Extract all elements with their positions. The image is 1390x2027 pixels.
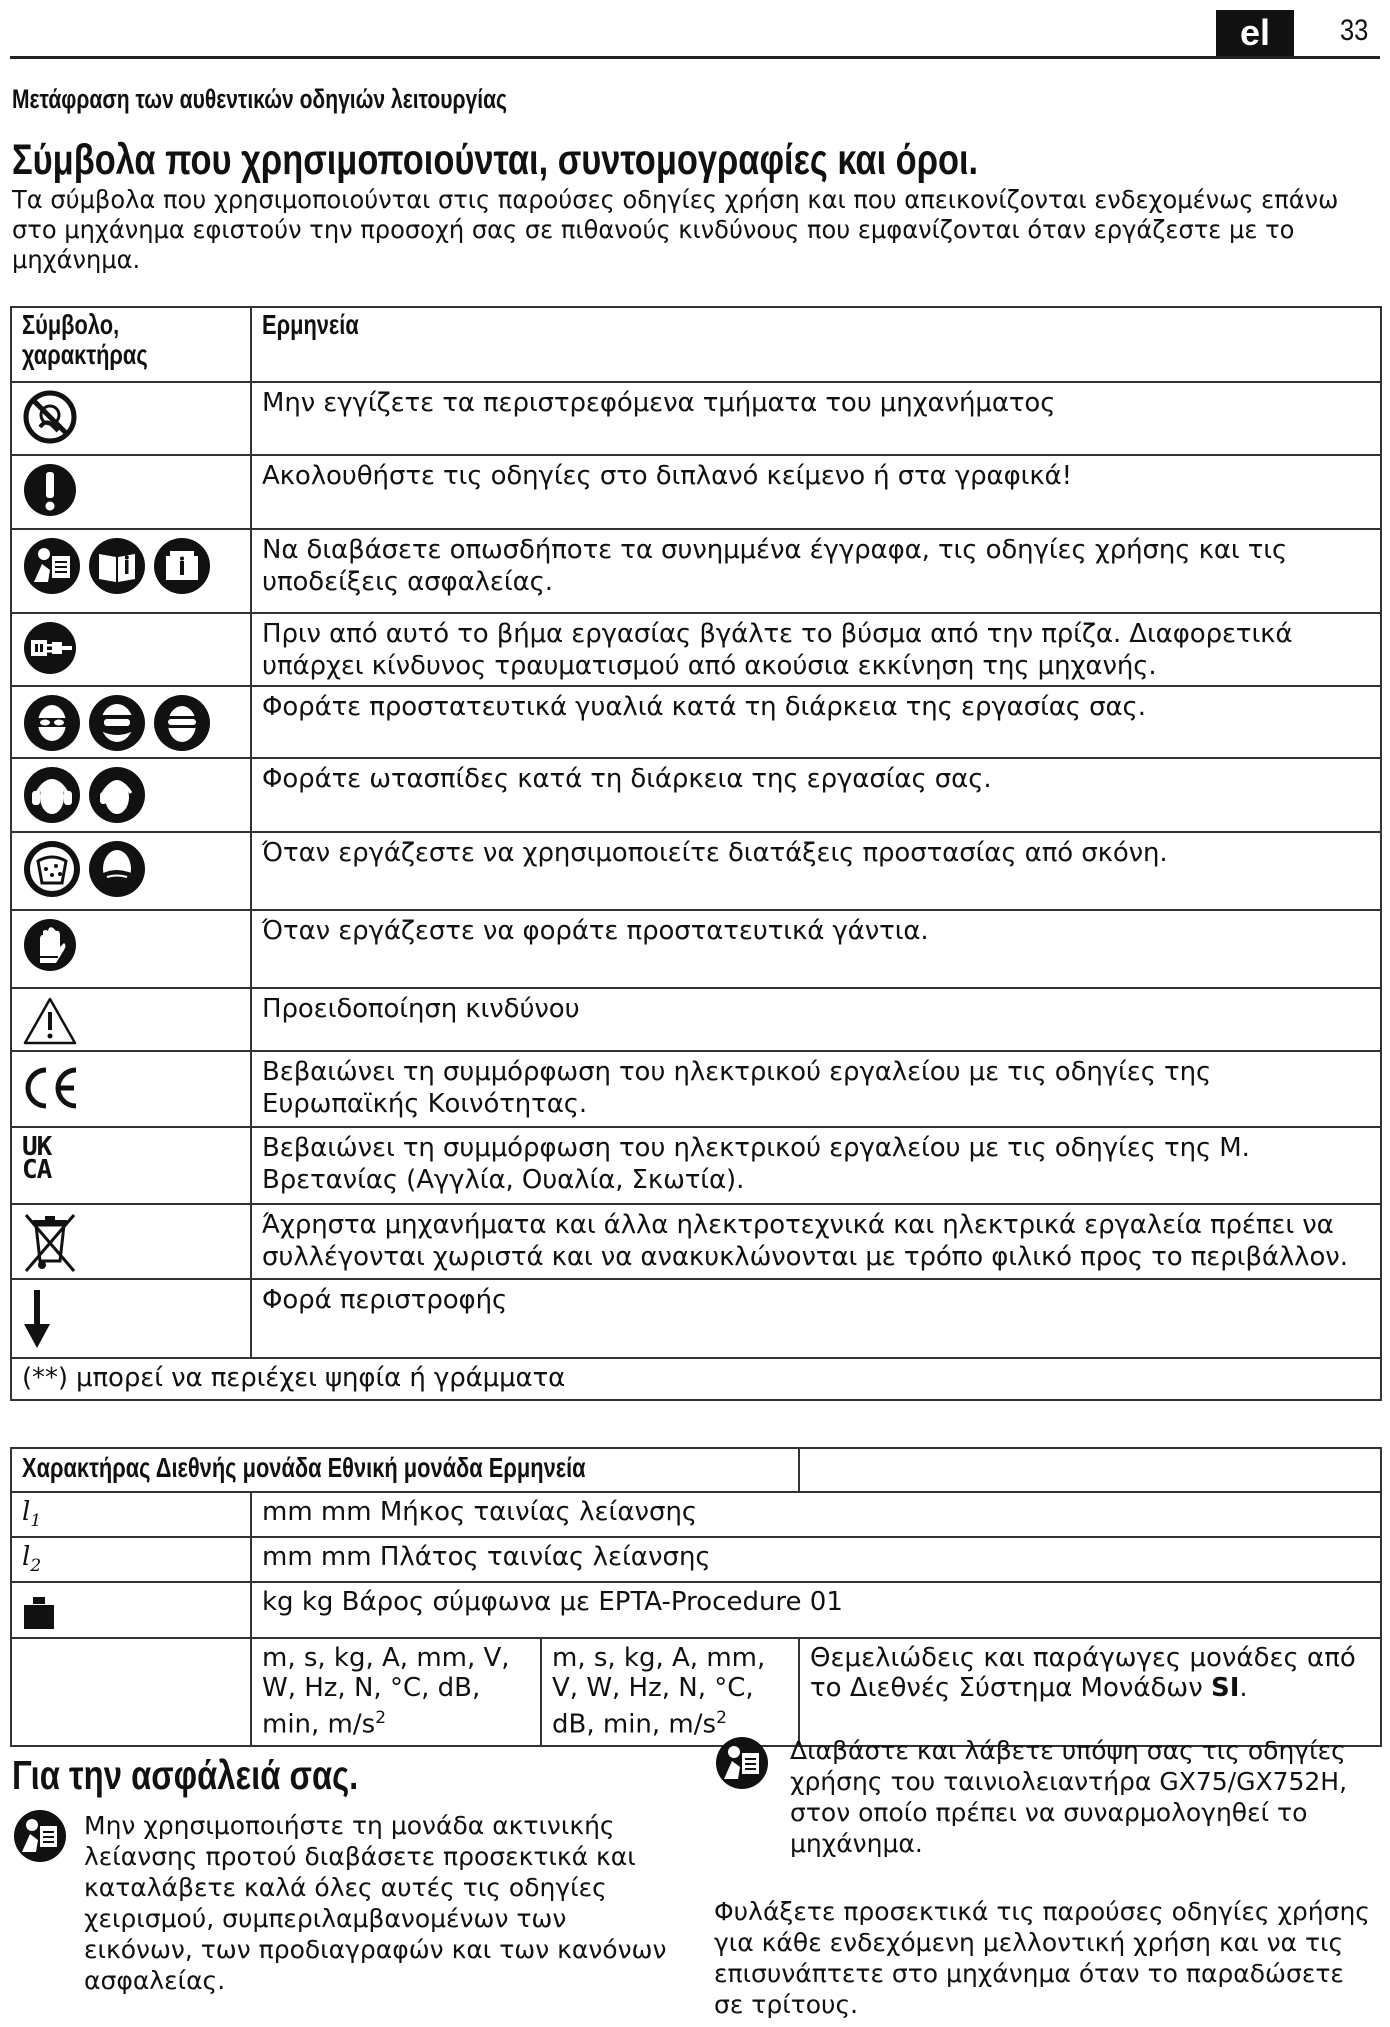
- symbols-table-header: [11, 307, 1381, 382]
- row-interpretation: Όταν εργάζεστε να φοράτε προστατευτικά γάντια.: [251, 910, 1381, 988]
- row-text: mm mm Πλάτος ταινίας λείανσης: [251, 1537, 1381, 1582]
- down-arrow-icon: [22, 1286, 52, 1350]
- si-interpretation-text: Θεμελιώδεις και παράγωγες μονάδες από το Διεθνές Σύστημα Μονάδων: [810, 1643, 1356, 1704]
- ukca-line-2: CA: [22, 1155, 52, 1185]
- manual-book-icon: [87, 536, 147, 596]
- table-row: [11, 613, 1381, 686]
- ukca-line-1: UK: [22, 1132, 52, 1162]
- table-row: [11, 1051, 1381, 1127]
- table-row: [11, 910, 1381, 988]
- row-interpretation: Πριν από αυτό το βήμα εργασίας βγάλτε το βύσμα από την πρίζα. Διαφορετικά υπάρχει κίνδυνος τραυματισμού από ακούσια εκκίνηση της μηχανής.: [251, 613, 1381, 686]
- ce-mark-icon: [22, 1066, 82, 1110]
- table-row: [11, 382, 1381, 455]
- table-row: [11, 1279, 1381, 1358]
- row-interpretation: Άχρηστα μηχανήματα και άλλα ηλεκτροτεχνικά και ηλεκτρικά εργαλεία πρέπει να συλλέγονται χωριστά και να ανακυκλώνονται με τρόπο φιλικό προς το περιβάλλον.: [251, 1204, 1381, 1279]
- weight-icon: [22, 1595, 56, 1631]
- exclamation-icon: [22, 462, 78, 518]
- warning-triangle-icon: [22, 995, 78, 1047]
- header-symbol-line2: χαρακτήρας: [22, 339, 148, 370]
- si-intl-sup: 2: [375, 1708, 387, 1729]
- char-l2: l: [22, 1542, 31, 1573]
- char-l1-sub: 1: [30, 1511, 42, 1532]
- row-text: mm mm Μήκος ταινίας λείανσης: [251, 1492, 1381, 1537]
- table-row: [11, 455, 1381, 529]
- ukca-mark-icon: [22, 1132, 250, 1185]
- table-row: [11, 1492, 1381, 1537]
- safety-right-paragraph-2: Φυλάξετε προσεκτικά τις παρούσες οδηγίες χρήσης για κάθε ενδεχόμενη μελλοντική χρήση και να τις επισυνάπτετε στο μηχάνημα όταν το παραδώσετε σε τρίτους.: [714, 1897, 1370, 2019]
- manual-info-icon: [152, 536, 212, 596]
- unplug-icon: [22, 620, 78, 676]
- intro-paragraph: Τα σύμβολα που χρησιμοποιούνται στις παρούσες οδηγίες χρήση και που απεικονίζονται ενδεχομένως επάνω στο μηχάνημα εφιστούν την προσοχή σας σε πιθανούς κινδύνους που εμφανίζονται όταν εργάζεστε με το μηχάνημα.: [12, 185, 1339, 274]
- si-intl-units-text: m, s, kg, A, mm, V, W, Hz, N, °C, dB, min, m/s: [262, 1643, 510, 1741]
- safety-glasses-icon: [22, 693, 82, 753]
- char-l2-sub: 2: [30, 1556, 42, 1577]
- safety-right-paragraph-1: Διαβάστε και λάβετε υπόψη σας τις οδηγίες χρήσης του ταινιολειαντήρα GX75/GX752H, στον οποίο πρέπει να συναρμολογηθεί το μηχάνημα.: [790, 1736, 1348, 1858]
- read-manual-icon: [714, 1735, 770, 1791]
- row-interpretation: Φορά περιστροφής: [251, 1279, 1381, 1358]
- gloves-icon: [22, 917, 78, 973]
- row-interpretation: Ακολουθήστε τις οδηγίες στο διπλανό κείμενο ή στα γραφικά!: [251, 455, 1381, 529]
- ear-protection-icon: [22, 765, 82, 825]
- si-end: .: [1239, 1673, 1248, 1704]
- si-natl-units-text: m, s, kg, A, mm, V, W, Hz, N, °C, dB, min, m/s: [552, 1643, 766, 1741]
- dust-mask-icon: [87, 839, 147, 899]
- table-footnote-row: [11, 1358, 1381, 1400]
- table-row: [11, 1204, 1381, 1279]
- symbols-table: [10, 306, 1382, 1401]
- si-natl-sup: 2: [716, 1708, 727, 1729]
- table-row: [11, 686, 1381, 758]
- document-subtitle: Μετάφραση των αυθεντικών οδηγιών λειτουργίας: [12, 84, 507, 114]
- si-intl-units: [251, 1638, 541, 1746]
- row-interpretation: Φοράτε ωτασπίδες κατά τη διάρκεια της εργασίας σας.: [251, 758, 1381, 832]
- read-manual-icon: [22, 536, 82, 596]
- row-interpretation: Όταν εργάζεστε να χρησιμοποιείτε διατάξεις προστασίας από σκόνη.: [251, 832, 1381, 910]
- table-row: [11, 988, 1381, 1051]
- row-interpretation: Βεβαιώνει τη συμμόρφωση του ηλεκτρικού εργαλείου με τις οδηγίες της Μ. Βρετανίας (Αγγλία, Ουαλία, Σκωτία).: [251, 1127, 1381, 1204]
- ear-defender-icon: [87, 765, 147, 825]
- weee-bin-icon: [22, 1211, 78, 1275]
- header-rule: [10, 56, 1380, 59]
- table-row: [11, 1127, 1381, 1204]
- no-touch-rotating-icon: [22, 389, 78, 445]
- units-table: [10, 1447, 1382, 1747]
- read-manual-icon: [12, 1808, 68, 1864]
- row-interpretation: Μην εγγίζετε τα περιστρεφόμενα τμήματα του μηχανήματος: [251, 382, 1381, 455]
- row-interpretation: Φοράτε προστατευτικά γυαλιά κατά τη διάρκεια της εργασίας σας.: [251, 686, 1381, 758]
- table-row: [11, 758, 1381, 832]
- units-header: Χαρακτήρας Διεθνής μονάδα Εθνική μονάδα Ερμηνεία: [22, 1452, 586, 1483]
- table-row: [11, 1537, 1381, 1582]
- units-table-header: [11, 1448, 1381, 1492]
- table-row-si: [11, 1638, 1381, 1746]
- language-badge: el: [1216, 10, 1294, 56]
- safety-title: Για την ασφάλειά σας.: [12, 1752, 359, 1798]
- table-footnote: (**) μπορεί να περιέχει ψηφία ή γράμματα: [11, 1358, 1381, 1400]
- row-text: kg kg Βάρος σύμφωνα με EPTA-Procedure 01: [251, 1582, 1381, 1638]
- section-title: Σύμβολα που χρησιμοποιούνται, συντομογραφίες και όροι.: [12, 136, 979, 184]
- row-interpretation: Προειδοποίηση κινδύνου: [251, 988, 1381, 1051]
- face-shield-icon: [87, 693, 147, 753]
- table-row: [11, 529, 1381, 613]
- table-row: [11, 1582, 1381, 1638]
- si-natl-units: [541, 1638, 799, 1746]
- table-row: [11, 832, 1381, 910]
- si-bold: SI: [1211, 1673, 1240, 1704]
- page-number: 33: [1340, 14, 1369, 47]
- row-interpretation: Να διαβάσετε οπωσδήποτε τα συνημμένα έγγραφα, τις οδηγίες χρήσης και τις υποδείξεις ασφαλείας.: [251, 529, 1381, 613]
- row-interpretation: Βεβαιώνει τη συμμόρφωση του ηλεκτρικού εργαλείου με τις οδηγίες της Ευρωπαϊκής Κοινότητας.: [251, 1051, 1381, 1127]
- header-interpretation: Ερμηνεία: [262, 309, 359, 340]
- dust-protection-icon: [22, 839, 82, 899]
- ce-glyph-text: [82, 1066, 83, 1067]
- char-l1: l: [22, 1497, 31, 1527]
- si-interpretation: [799, 1638, 1381, 1746]
- safety-left-paragraph: Μην χρησιμοποιήστε τη μονάδα ακτινικής λείανσης προτού διαβάσετε προσεκτικά και καταλάβετε καλά όλες αυτές τις οδηγίες χειρισμού, συμπεριλαμβανομένων των εικόνων, των προδιαγραφών και των κανόνων ασφαλείας.: [84, 1811, 667, 1995]
- goggles-icon: [152, 693, 212, 753]
- header-symbol-line1: Σύμβολο,: [22, 309, 120, 340]
